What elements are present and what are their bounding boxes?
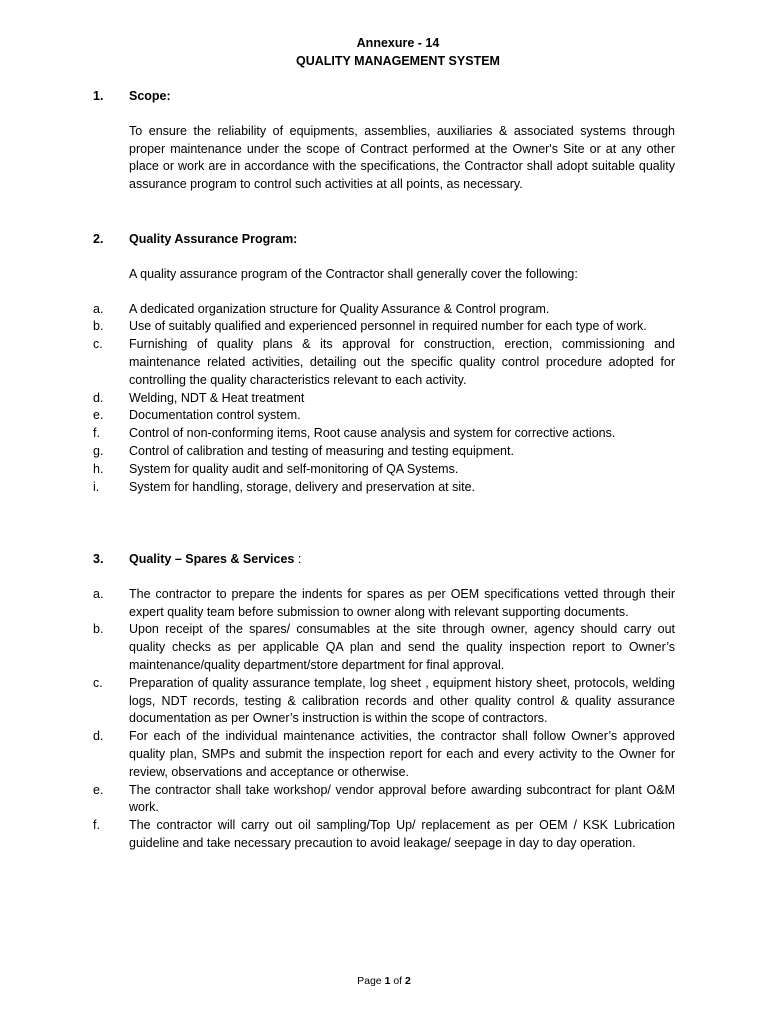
- list-item: [93, 782, 675, 818]
- list-item: [93, 817, 675, 853]
- item-list: [93, 586, 675, 853]
- item-text: System for quality audit and self-monitoring of QA Systems.: [129, 461, 459, 476]
- section-intro: A quality assurance program of the Contractor shall generally cover the following:: [129, 266, 578, 281]
- list-item: [93, 675, 675, 728]
- item-text: Furnishing of quality plans & its approval for construction, erection, commissioning and maintenance related activities, detailing out the specific quality control procedure adopted for controlling the quality characteristics relevant to each activity.: [129, 337, 675, 387]
- item-text: Documentation control system.: [129, 408, 301, 423]
- list-item: [93, 728, 675, 781]
- section-title: Quality – Spares & Services: [129, 552, 295, 566]
- item-marker: e.: [93, 782, 104, 797]
- list-item: [93, 461, 675, 479]
- item-marker: f.: [93, 818, 100, 833]
- annexure-label: Annexure - 14: [356, 36, 440, 50]
- section-heading: [93, 551, 675, 569]
- item-text: Control of calibration and testing of measuring and testing equipment.: [129, 443, 514, 458]
- item-text: The contractor shall take workshop/ vendor approval before awarding subcontract for plant O&M work.: [129, 782, 675, 815]
- page-footer: [0, 975, 768, 987]
- item-marker: c.: [93, 675, 103, 690]
- item-list: [93, 301, 675, 497]
- item-marker: a.: [93, 586, 104, 601]
- item-marker: c.: [93, 337, 103, 352]
- section-scope: [93, 88, 675, 194]
- page-word: Page: [357, 975, 382, 987]
- item-text: Upon receipt of the spares/ consumables at the site through owner, agency should carry out quality checks as per applicable QA plan and send the quality inspection report to Owner’s maintenance/quality department/store department for final approval.: [129, 622, 675, 672]
- list-item: [93, 425, 675, 443]
- item-text: For each of the individual maintenance activities, the contractor shall follow Owner’s approved quality plan, SMPs and submit the inspection report for each and every activity to the Owner for review, observations and acceptance or otherwise.: [129, 729, 675, 779]
- item-text: The contractor to prepare the indents for spares as per OEM specifications vetted through their expert quality team before submission to owner along with relevant supporting documents.: [129, 586, 675, 619]
- item-marker: f.: [93, 426, 100, 441]
- section-number: 3.: [93, 552, 104, 566]
- section-number: 2.: [93, 232, 104, 246]
- list-item: [93, 586, 675, 622]
- item-marker: b.: [93, 622, 104, 637]
- item-text: Control of non-conforming items, Root cause analysis and system for corrective actions.: [129, 426, 616, 441]
- list-item: [93, 443, 675, 461]
- item-text: A dedicated organization structure for Quality Assurance & Control program.: [129, 301, 550, 316]
- total-pages-number: 2: [405, 975, 411, 987]
- item-marker: b.: [93, 319, 104, 334]
- item-marker: a.: [93, 301, 104, 316]
- list-item: [93, 318, 675, 336]
- item-text: The contractor will carry out oil sampling/Top Up/ replacement as per OEM / KSK Lubrication guideline and take necessary precaution to avoid leakage/ seepage in day to day operation.: [129, 818, 675, 850]
- item-text: Welding, NDT & Heat treatment: [129, 390, 305, 405]
- item-marker: d.: [93, 729, 104, 744]
- item-marker: e.: [93, 408, 104, 423]
- section-paragraph: To ensure the reliability of equipments, assemblies, auxiliaries & associated systems through proper maintenance under the scope of Contract performed at the Owner's Site or at any other place or work are in accordance with the specifications, the Contractor shall adopt suitable quality assurance program to control such activities at all points, as necessary.: [129, 123, 675, 192]
- item-text: Preparation of quality assurance template, log sheet , equipment history sheet, protocols, welding logs, NDT records, testing & calibration records and other quality control & quality assurance documentation as per Owner’s instruction is within the scope of contractors.: [129, 675, 675, 726]
- item-text: Use of suitably qualified and experienced personnel in required number for each type of work.: [129, 319, 647, 334]
- section-title: Quality Assurance Program:: [129, 232, 298, 246]
- section-number: 1.: [93, 89, 104, 103]
- section-heading: [93, 231, 675, 249]
- list-item: [93, 390, 675, 408]
- section-title-suffix: :: [294, 552, 302, 566]
- section-title: Scope:: [129, 89, 171, 103]
- list-item: [93, 621, 675, 674]
- item-marker: i.: [93, 479, 100, 494]
- item-marker: d.: [93, 390, 104, 405]
- section-heading: [93, 88, 675, 106]
- document-title: QUALITY MANAGEMENT SYSTEM: [296, 54, 500, 68]
- item-text: System for handling, storage, delivery and preservation at site.: [129, 479, 476, 494]
- item-marker: g.: [93, 443, 104, 458]
- list-item: [93, 479, 675, 497]
- section-spares-services: [93, 551, 675, 853]
- current-page-number: 1: [384, 975, 391, 987]
- item-marker: h.: [93, 461, 104, 476]
- list-item: [93, 301, 675, 319]
- section-quality-assurance-program: [93, 231, 675, 496]
- list-item: [93, 407, 675, 425]
- list-item: [93, 336, 675, 389]
- of-word: of: [393, 975, 403, 987]
